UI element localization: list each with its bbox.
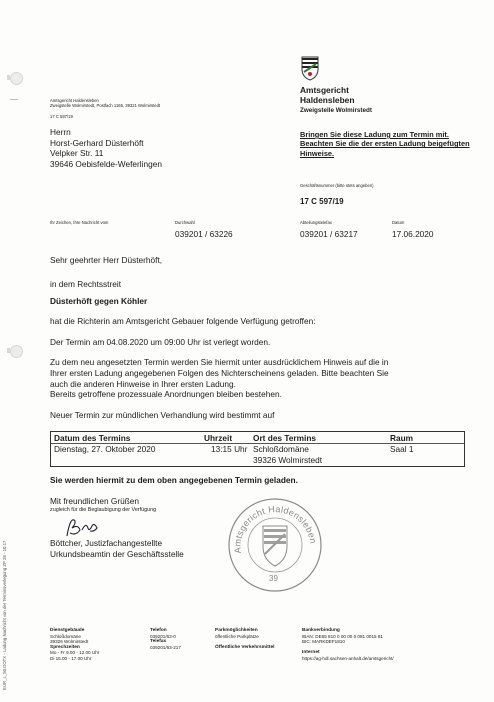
recipient-name: Horst-Gerhard Düsterhöft — [50, 137, 144, 148]
date-label: Datum — [392, 220, 405, 225]
sidebar-form-text: EUR_L_50.DOTX - Ladung Nachricht von der Terminsverlegung ZP 28 - 10.17 — [2, 540, 7, 690]
punch-hole-bottom — [10, 345, 23, 358]
signature-text — [74, 520, 90, 530]
court-name: Amtsgericht Haldensleben — [300, 85, 355, 105]
paragraph-postponed: Der Termin am 04.08.2020 um 09:00 Uhr ist verlegt worden. — [50, 337, 271, 347]
coat-of-arms-icon — [300, 55, 320, 86]
sender-line-1: Amtsgericht Haldensleben — [50, 98, 99, 103]
header-date: Datum des Termins — [54, 433, 131, 443]
case-number-label: Geschäftsnummer (bitte stets angeben) — [300, 183, 374, 188]
hearing-room: Saal 1 — [390, 444, 414, 454]
official-name: Böttcher, Justizfachangestellte — [50, 538, 163, 548]
fax-label: Abteilungstelefax — [300, 220, 332, 225]
notice-text: Bringen Sie diese Ladung zum Termin mit. Beachten Sie die der ersten Ladung beigefügten Hinweise. — [300, 130, 470, 158]
footer-bank: Bankverbindung IBAN: DE65 810 0 00 00 0 081 0015 81 BIC: MARKDEF1810 Internet https://ag-hdl.sachsen-anhalt.de/amtsgericht/ — [302, 628, 394, 661]
recipient-city: 39646 Oebisfelde-Weferlingen — [50, 158, 162, 169]
paragraph-order: hat die Richterin am Amtsgericht Gebauer folgende Verfügung getroffen: — [50, 316, 316, 326]
recipient-street: Velpker Str. 11 — [50, 148, 104, 159]
header-time: Uhrzeit — [204, 433, 233, 443]
certification-note: zugleich für die Beglaubigung der Verfügung — [50, 507, 157, 513]
hearing-place: Schloßdomäne 39326 Wolmirstedt — [253, 444, 323, 465]
punch-hole-top — [10, 72, 23, 85]
hearing-table — [50, 431, 465, 467]
recipient-address — [50, 127, 162, 169]
court-branch: Zweigstelle Wolmirstedt — [300, 107, 372, 114]
footer-transit-label: Öffentliche Verkehrsmittel — [215, 644, 275, 650]
closing: Mit freundlichen Grüßen — [50, 496, 140, 506]
phone-value: 039201 / 63226 — [175, 229, 233, 239]
greeting: Sehr geehrter Herr Düsterhöft, — [50, 255, 163, 265]
official-signature-block — [50, 538, 184, 559]
header-place: Ort des Termins — [253, 433, 317, 443]
paragraph-new-date: Neuer Termin zur mündlichen Verhandlung wird bestimmt auf — [50, 410, 275, 420]
seal-text: Amtsgericht Haldensleben — [232, 503, 319, 554]
svg-text:Amtsgericht Haldensleben — [232, 504, 318, 554]
sender-line-2: Zweigstelle Wolmirstedt, Postfach 1165, 39321 Wolmirstedt — [50, 103, 161, 108]
fax-value: 039201 / 63217 — [300, 229, 358, 239]
hearing-date: Dienstag, 27. Oktober 2020 — [54, 444, 156, 454]
footer-contact: Telefon 039201/63-0 Telefax 039201/63-217 — [150, 628, 181, 650]
dispute-line: in dem Rechtsstreit — [50, 279, 122, 289]
footer-parking: Parkmöglichkeiten öffentliche Parkplätze Öffentliche Verkehrsmittel — [215, 628, 275, 650]
summons-statement: Sie werden hiermit zu dem oben angegebenen Termin geladen. — [50, 475, 298, 485]
seal-number: 39 — [269, 574, 278, 583]
date-value: 17.06.2020 — [392, 229, 434, 239]
case-number: 17 C 597/19 — [300, 197, 344, 206]
parties: Düsterhöft gegen Köhler — [50, 296, 148, 306]
paragraph-summons-details: Zu dem neu angesetzten Termin werden Sie hiermit unter ausdrücklichem Hinweis auf die in Ihrer ersten Ladung angegebenen Folgen des Nichterscheinens geladen. Bitte beachten Sie auch die anderen Hinweise in Ihrer ersten Ladung. Bereits getroffene prozessuale Anordnungen bleiben bestehen. — [50, 357, 389, 400]
footer-building: Dienstgebäude Schloßdomäne 39326 Wolmirstedt Sprechzeiten Mo - Fr 9.00 - 12.00 Uhr Di 15.00 - 17.00 Uhr — [50, 628, 100, 661]
footer-internet-link[interactable]: https://ag-hdl.sachsen-anhalt.de/amtsgericht/ — [302, 655, 394, 661]
recipient-salutation: Herrn — [50, 127, 71, 137]
header-room: Raum — [390, 433, 414, 443]
sender-ref: 17 C 597/19 — [50, 114, 73, 119]
footer-hours-label: Sprechzeiten — [50, 644, 80, 650]
your-reference-label: Ihr Zeichen, Ihre Nachricht vom — [50, 220, 109, 225]
official-seal — [226, 496, 324, 599]
phone-label: Durchwahl — [175, 220, 195, 225]
official-title: Urkundsbeamtin der Geschäftsstelle — [50, 548, 184, 559]
fold-mark — [10, 99, 18, 100]
hearing-time: 13:15 Uhr — [211, 444, 248, 454]
